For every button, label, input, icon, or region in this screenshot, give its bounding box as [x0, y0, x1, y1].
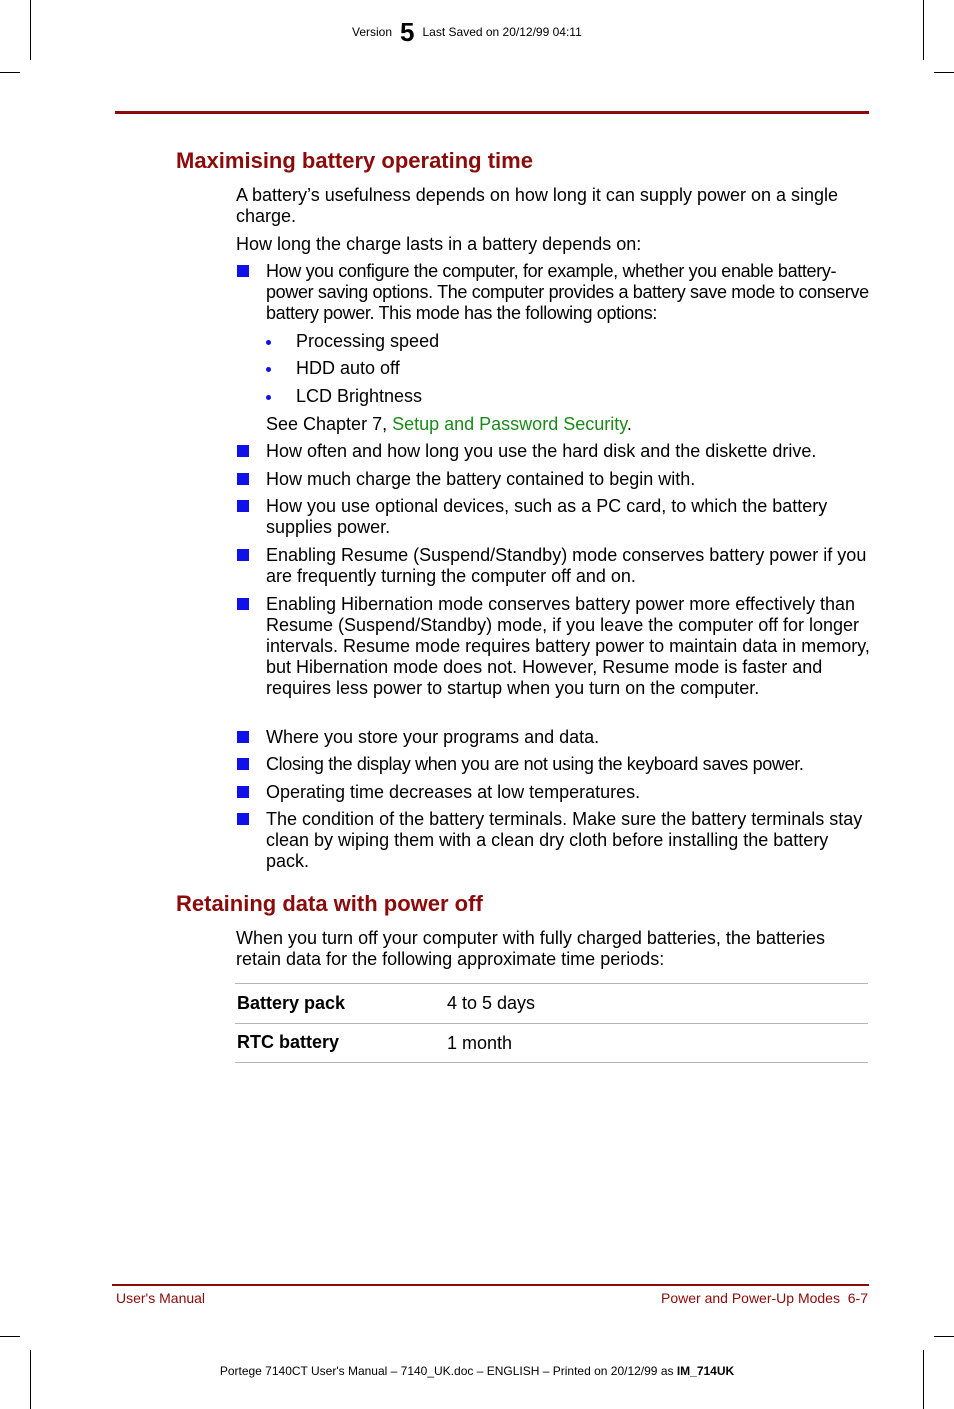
square-bullet-icon [237, 731, 249, 743]
table-cell-time: 1 month [447, 1033, 513, 1053]
list-item-text: Closing the display when you are not using the keyboard saves power. [266, 754, 804, 774]
list-item-text: How you configure the computer, for example, whether you enable battery-power saving options. The computer provides a battery save mode to conserve battery power. This mode has the following options: [266, 261, 869, 323]
table-rule [235, 983, 868, 984]
list-item-text: Enabling Hibernation mode conserves battery power more effectively than Resume (Suspend/Standby) mode, if you leave the computer off for longer intervals. Resume mode requires battery power to maintain data in memory, but Hibernation mode does not. However, Resume mode is faster and requires less power to startup when you turn on the computer. [266, 594, 870, 698]
table-rule [235, 1023, 868, 1024]
square-bullet-icon [237, 445, 249, 457]
square-bullet-icon [237, 265, 249, 277]
round-bullet-icon [266, 367, 271, 372]
bottom-rule [112, 1284, 869, 1286]
square-bullet-icon [237, 473, 249, 485]
setup-password-link[interactable]: Setup and Password Security [392, 414, 627, 434]
see-suffix: . [626, 414, 632, 434]
table-cell-time: 4 to 5 days [447, 993, 536, 1013]
list-item-text: How often and how long you use the hard disk and the diskette drive. [266, 441, 817, 461]
crop-mark [0, 1336, 20, 1337]
intro-paragraph: How long the charge lasts in a battery depends on: [236, 234, 642, 254]
sub-list-item-text: HDD auto off [296, 358, 400, 378]
round-bullet-icon [266, 395, 271, 400]
section-heading-retaining: Retaining data with power off [176, 891, 483, 916]
intro-paragraph: A battery’s usefulness depends on how long it can supply power on a single charge. [236, 185, 839, 226]
print-info-text: Portege 7140CT User's Manual – 7140_UK.doc – ENGLISH – Printed on 20/12/99 as [219, 1364, 677, 1378]
print-info-code: IM_714UK [676, 1364, 735, 1378]
top-rule [115, 111, 869, 114]
square-bullet-icon [237, 500, 249, 512]
last-saved-text: Last Saved on 20/12/99 04:11 [422, 24, 582, 39]
version-label: Version [352, 24, 393, 39]
crop-mark [923, 1350, 924, 1409]
crop-mark [0, 72, 20, 73]
square-bullet-icon [237, 758, 249, 770]
list-item-text: Where you store your programs and data. [266, 727, 600, 747]
retain-intro-paragraph: When you turn off your computer with fully charged batteries, the batteries retain data for the following approximate time periods: [236, 928, 825, 969]
crop-mark [934, 72, 954, 73]
crop-mark [30, 0, 31, 60]
see-prefix: See Chapter 7, [266, 414, 393, 434]
version-header [352, 16, 582, 47]
print-info [0, 1364, 954, 1378]
footer-right: Power and Power-Up Modes 6-7 [661, 1290, 868, 1306]
crop-mark [30, 1350, 31, 1409]
crop-mark [923, 0, 924, 60]
crop-mark [934, 1336, 954, 1337]
list-item-text: Operating time decreases at low temperatures. [266, 782, 641, 802]
sub-list-item-text: LCD Brightness [296, 386, 423, 406]
list-item-text: The condition of the battery terminals. Make sure the battery terminals stay clean by wiping them with a clean dry cloth before installing the battery pack. [266, 809, 863, 871]
square-bullet-icon [237, 813, 249, 825]
list-item-text: Enabling Resume (Suspend/Standby) mode conserves battery power if you are frequently turning the computer off and on. [266, 545, 867, 586]
section-heading-maximising: Maximising battery operating time [176, 148, 533, 173]
square-bullet-icon [237, 786, 249, 798]
table-cell-item: Battery pack [237, 993, 346, 1013]
footer-left: User's Manual [116, 1290, 206, 1306]
square-bullet-icon [237, 549, 249, 561]
see-chapter-reference [266, 414, 866, 435]
square-bullet-icon [237, 598, 249, 610]
table-rule [235, 1062, 868, 1063]
sub-list-item-text: Processing speed [296, 331, 440, 351]
list-item-text: How you use optional devices, such as a PC card, to which the battery supplies power. [266, 496, 828, 537]
version-number: 5 [400, 16, 415, 47]
list-item-text: How much charge the battery contained to begin with. [266, 469, 696, 489]
table-cell-item: RTC battery [237, 1032, 340, 1052]
round-bullet-icon [266, 340, 271, 345]
